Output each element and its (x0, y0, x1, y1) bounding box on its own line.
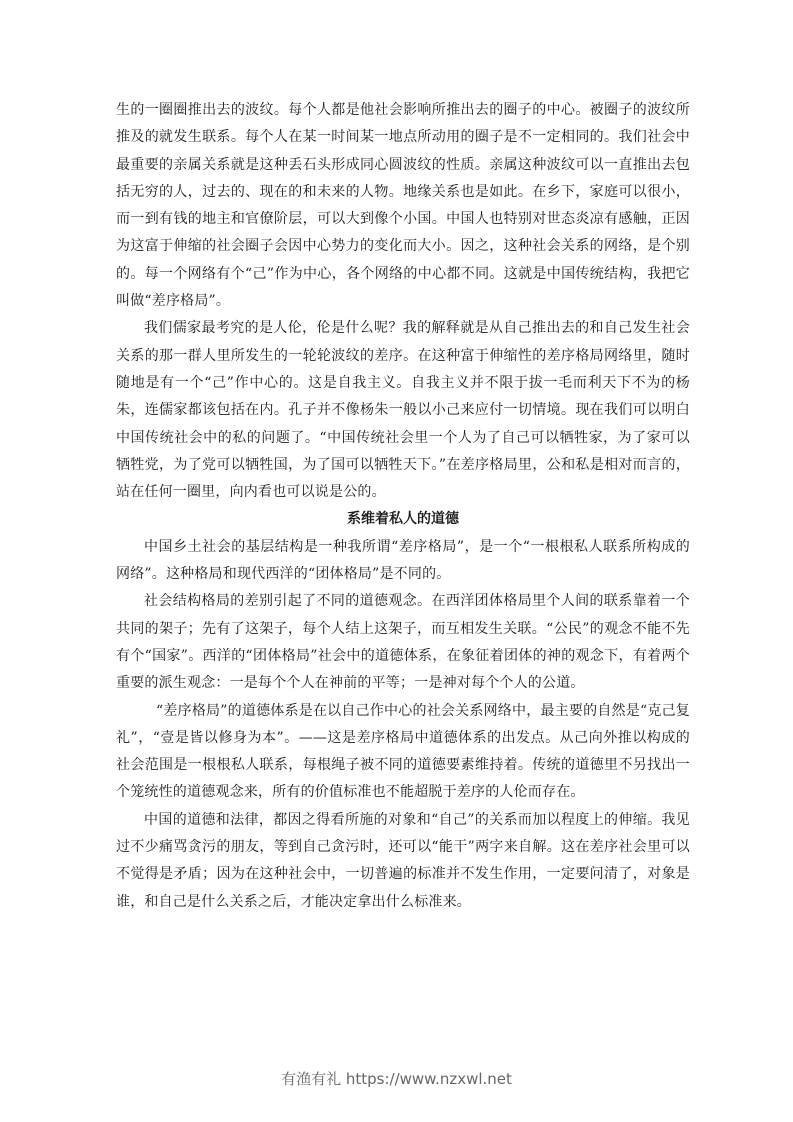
section-heading: 系维着私人的道德 (347, 511, 459, 528)
paragraph-renlun: 我们儒家最考究的是人伦，伦是什么呢？我的解释就是从自己推出去的和自己发生社会关系的那一群人里所发生的一轮轮波纹的差序。在这种富于伸缩性的差序格局网络里，随时随地是有一个“己”作中心的。这是自我主义。自我主义并不限于拔一毛而利天下不为的杨朱，连儒家都该包括在内。孔子并不像杨朱一般以小己来应付一切情境。现在我们可以明白中国传统社会中的私的问题了。“中国传统社会里一个人为了自己可以牺牲家，为了家可以牺牲党，为了党可以牺牲国，为了国可以牺牲天下。”在差序格局里，公和私是相对而言的，站在任何一圈里，向内看也可以说是公的。 (116, 320, 690, 501)
paragraph-base-structure: 中国乡土社会的基层结构是一种我所谓“差序格局”，是一个“一根根私人联系所构成的网络”。这种格局和现代西洋的“团体格局”是不同的。 (116, 538, 690, 583)
footer-watermark: 有渔有礼 https://www.nzxwl.net (281, 1070, 512, 1088)
paragraph-continuation: 生的一圈圈推出去的波纹。每个人都是他社会影响所推出去的圈子的中心。被圈子的波纹所推及的就发生联系。每个人在某一时间某一地点所动用的圈子是不一定相同的。我们社会中最重要的亲属关系就是这种丢石头形成同心圆波纹的性质。亲属这种波纹可以一直推出去包括无穷的人，过去的、现在的和未来的人物。地缘关系也是如此。在乡下，家庭可以很小，而一到有钱的地主和官僚阶层，可以大到像个小国。中国人也特别对世态炎凉有感触，正因为这富于伸缩的社会圈子会因中心势力的变化而大小。因之，这种社会关系的网络，是个别的。每一个网络有个“己”作为中心，各个网络的中心都不同。这就是中国传统结构，我把它叫做“差序格局”。 (116, 102, 690, 310)
document-page (116, 97, 690, 916)
paragraph-morality-law: 中国的道德和法律，都因之得看所施的对象和“自己”的关系而加以程度上的伸缩。我见过不少痛骂贪污的朋友，等到自己贪污时，还可以“能干”两字来自解。这在差序社会里可以不觉得是矛盾；因为在这种社会中，一切普遍的标准并不发生作用，一定要问清了，对象是谁，和自己是什么关系之后，才能决定拿出什么标准来。 (116, 811, 690, 910)
paragraph-moral-concepts: 社会结构格局的差别引起了不同的道德观念。在西洋团体格局里个人间的联系靠着一个共同的架子；先有了这架子，每个人结上这架子，而互相发生关联。“公民”的观念不能不先有个“国家”。西洋的“团体格局”社会中的道德体系，在象征着团体的神的观念下，有着两个重要的派生观念：一是每个个人在神前的平等；一是神对每个个人的公道。 (116, 593, 690, 692)
paragraph-chaxu-morality: “差序格局”的道德体系是在以自己作中心的社会关系网络中，最主要的自然是“克己复礼”，“壹是皆以修身为本”。——这是差序格局中道德体系的出发点。从己向外推以构成的社会范围是一根根私人联系，每根绳子被不同的道德要素维持着。传统的道德里不另找出一个笼统性的道德观念来，所有的价值标准也不能超脱于差序的人伦而存在。 (116, 702, 690, 801)
